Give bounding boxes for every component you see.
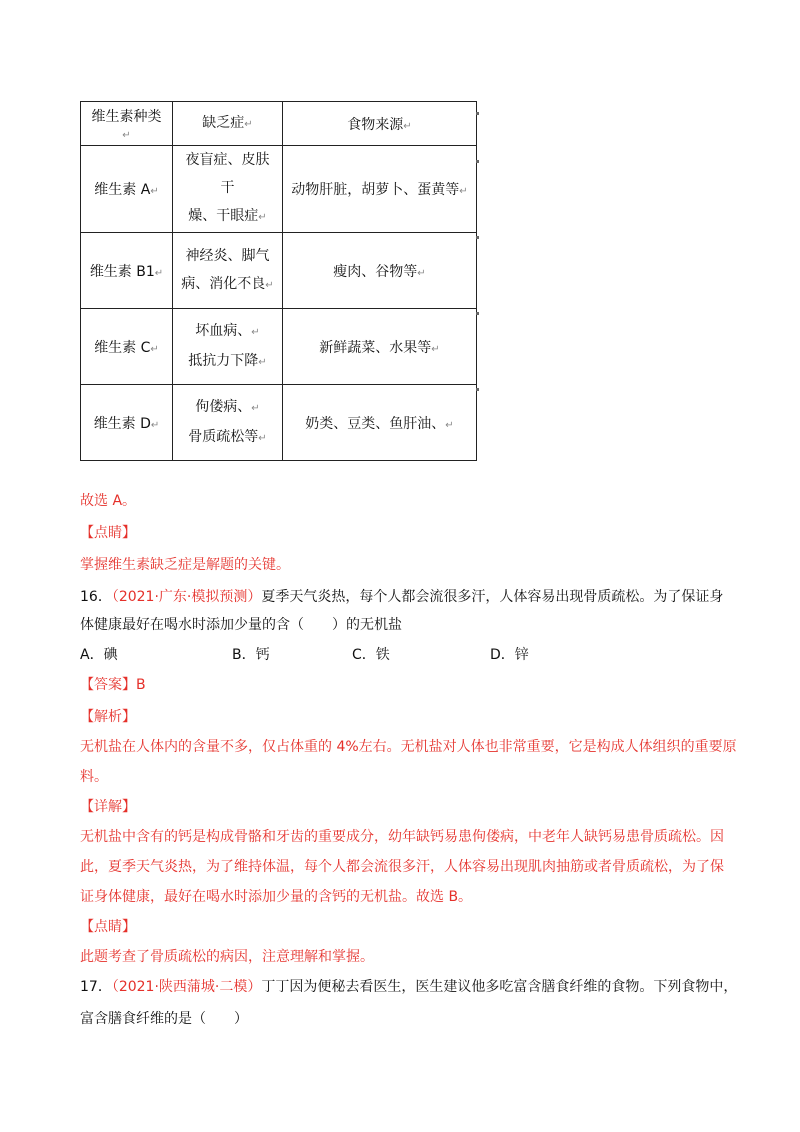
q16-detail-line3: 证身体健康，最好在喝水时添加少量的含钙的无机盐。故选 B。 [80,889,473,905]
q16-option-a: A．碘 [80,647,118,663]
row-end-marker [476,388,479,391]
vitamin-name-cell: 维生素 B1↵ [81,233,173,309]
q16-answer: 【答案】B [80,677,146,693]
vitamin-name-cell: 维生素 C↵ [81,309,173,385]
q16-comment-label: 【点睛】 [80,919,136,935]
table-row [81,233,477,309]
q17-source: （2021·陕西蒲城·二模） [111,979,262,995]
q16-detail-line1: 无机盐中含有的钙是构成骨骼和牙齿的重要成分，幼年缺钙易患佝偻病，中老年人缺钙易患骨质疏松。因 [80,829,724,845]
q16-option-c: C．铁 [352,647,390,663]
q16-option-b: B．钙 [232,647,270,663]
food-source-cell: 奶类、豆类、鱼肝油、↵ [283,385,477,461]
q15-conclusion: 故选 A。 [80,493,137,509]
q16-detail-label: 【详解】 [80,799,136,815]
deficiency-cell: 佝偻病、↵ 骨质疏松等↵ [173,385,283,461]
q17-stem-line2: 富含膳食纤维的是（ ） [80,1011,248,1027]
vitamin-name-cell: 维生素 A↵ [81,146,173,233]
row-end-marker [476,112,479,115]
deficiency-cell: 坏血病、↵ 抵抗力下降↵ [173,309,283,385]
q17-stem-line1: 丁丁因为便秘去看医生，医生建议他多吃富含膳食纤维的食物。下列食物中， [261,979,738,995]
food-source-cell: 动物肝脏，胡萝卜、蛋黄等↵ [283,146,477,233]
q16-stem-line1: 夏季天气炎热，每个人都会流很多汗，人体容易出现骨质疏松。为了保证身 [261,589,724,605]
q16-stem-line2: 体健康最好在喝水时添加少量的含（ ）的无机盐 [80,617,402,633]
table-row [81,385,477,461]
vitamin-table [80,101,477,461]
q16-analysis-line1: 无机盐在人体内的含量不多，仅占体重的 4%左右。无机盐对人体也非常重要，它是构成人体组织的重要原 [80,739,737,755]
q16-option-d: D．锌 [490,647,529,663]
row-end-marker [476,160,479,163]
q16-analysis-line2: 料。 [80,769,108,785]
row-end-marker [476,236,479,239]
q16-stem [80,582,730,612]
table-header-cell: 食物来源↵ [283,102,477,146]
table-row [81,146,477,233]
table-header-row [81,102,477,146]
deficiency-cell: 神经炎、脚气 病、消化不良↵ [173,233,283,309]
q17-stem [80,972,738,1002]
table-header-cell: 维生素种类↵ [81,102,173,146]
food-source-cell: 新鲜蔬菜、水果等↵ [283,309,477,385]
q15-comment: 掌握维生素缺乏症是解题的关键。 [80,557,290,573]
q16-analysis-label: 【解析】 [80,709,136,725]
q16-detail-line2: 此，夏季天气炎热，为了维持体温，每个人都会流很多汗，人体容易出现肌肉抽筋或者骨质疏松，为了保 [80,859,724,875]
food-source-cell: 瘦肉、谷物等↵ [283,233,477,309]
q15-comment-label: 【点睛】 [80,525,136,541]
vitamin-name-cell: 维生素 D↵ [81,385,173,461]
deficiency-cell: 夜盲症、皮肤干 燥、干眼症↵ [173,146,283,233]
table-header-cell: 缺乏症↵ [173,102,283,146]
table-row [81,309,477,385]
q16-number: 16． [80,589,112,605]
q16-source: （2021·广东·模拟预测） [111,589,262,605]
row-end-marker [476,312,479,315]
q16-comment: 此题考查了骨质疏松的病因，注意理解和掌握。 [80,949,374,965]
q17-number: 17． [80,979,112,995]
